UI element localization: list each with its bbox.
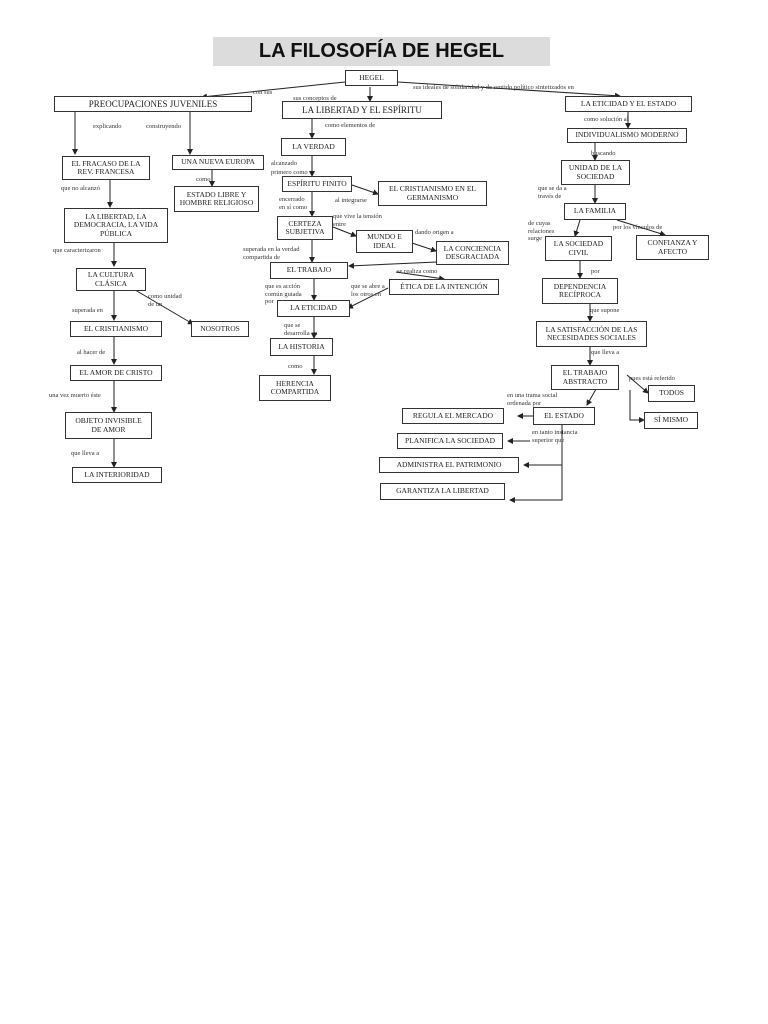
node-estado-libre: ESTADO LIBRE Y HOMBRE RELIGIOSO <box>174 186 259 212</box>
link-label: al hacer de <box>77 349 106 356</box>
link-label: que se da a través de <box>538 185 567 200</box>
link-label: que vive la tensión entre <box>333 213 382 228</box>
link-label: buscando <box>591 150 616 157</box>
node-todos: TODOS <box>648 385 695 402</box>
link-label: con sus <box>253 89 273 96</box>
node-individualismo-moderno: INDIVIDUALISMO MODERNO <box>567 128 687 143</box>
node-libertad-espiritu: LA LIBERTAD Y EL ESPÍRITU <box>282 101 442 119</box>
node-fracaso-rev-francesa: EL FRACASO DE LA REV. FRANCESA <box>62 156 150 180</box>
link-label: pues está referido <box>629 375 675 382</box>
link-label: primero como <box>271 169 308 176</box>
node-certeza-subjetiva: CERTEZA SUBJETIVA <box>277 216 333 240</box>
node-conciencia-desgraciada: LA CONCIENCIA DESGRACIADA <box>436 241 509 265</box>
node-regula-mercado: REGULA EL MERCADO <box>402 408 504 424</box>
link-label: una vez muerto éste <box>49 392 101 399</box>
link-label: construyendo <box>146 123 182 130</box>
link-label: como elementos de <box>325 122 376 129</box>
link-label: que supone <box>590 307 620 314</box>
node-la-interioridad: LA INTERIORIDAD <box>72 467 162 483</box>
link-label: en tanto instancia superior que <box>532 429 578 444</box>
link-label: dando origen a <box>415 229 454 236</box>
node-planifica-sociedad: PLANIFICA LA SOCIEDAD <box>397 433 503 449</box>
link-label: que se abre a los otros en <box>351 283 385 298</box>
link-label: en una trama social ordenada por <box>507 392 558 407</box>
node-dependencia-reciproca: DEPENDENCIA RECÍPROCA <box>542 278 618 304</box>
node-amor-cristo: EL AMOR DE CRISTO <box>70 365 162 381</box>
link-label: encerrado en sí como <box>279 196 308 211</box>
link-label: superada en la verdad compartida de <box>243 246 300 261</box>
node-nueva-europa: UNA NUEVA EUROPA <box>172 155 264 170</box>
link-label: se realiza como <box>397 268 438 275</box>
node-satisfaccion-necesidades: LA SATISFACCIÓN DE LAS NECESIDADES SOCIALES <box>536 321 647 347</box>
link-label: como <box>196 176 211 183</box>
node-garantiza-libertad: GARANTIZA LA LIBERTAD <box>380 483 505 500</box>
node-trabajo-abstracto: EL TRABAJO ABSTRACTO <box>551 365 619 390</box>
node-el-estado: EL ESTADO <box>533 407 595 425</box>
node-espiritu-finito: ESPÍRITU FINITO <box>282 176 352 192</box>
link-label: que es acción común guiada por <box>265 283 302 305</box>
link-label: de cuyas relaciones surge <box>528 220 555 242</box>
link-label: que lleva a <box>71 450 100 457</box>
link-label: por los vínculos de <box>613 224 663 231</box>
link-label: por <box>591 268 600 275</box>
node-la-familia: LA FAMILIA <box>564 203 626 220</box>
node-cristianismo-germanismo: EL CRISTIANISMO EN EL GERMANISMO <box>378 181 487 206</box>
node-confianza-afecto: CONFIANZA Y AFECTO <box>636 235 709 260</box>
node-mundo-ideal: MUNDO E IDEAL <box>356 230 413 253</box>
node-la-verdad: LA VERDAD <box>281 138 346 156</box>
node-la-historia: LA HISTORIA <box>270 338 333 356</box>
node-si-mismo: SÍ MISMO <box>644 412 698 429</box>
link-label: alcanzado <box>271 160 297 167</box>
link-label: que no alcanzó <box>61 185 100 192</box>
link-label: como <box>288 363 303 370</box>
node-el-trabajo: EL TRABAJO <box>270 262 348 279</box>
node-sociedad-civil: LA SOCIEDAD CIVIL <box>545 236 612 261</box>
node-objeto-invisible: OBJETO INVISIBLE DE AMOR <box>65 412 152 439</box>
link-label: que caracterizaron <box>53 247 101 254</box>
page-title: LA FILOSOFÍA DE HEGEL <box>213 37 550 66</box>
node-la-eticidad: LA ETICIDAD <box>277 300 350 317</box>
node-etica-intencion: ÉTICA DE LA INTENCIÓN <box>389 279 499 295</box>
node-nosotros: NOSOTROS <box>191 321 249 337</box>
node-cultura-clasica: LA CULTURA CLÁSICA <box>76 268 146 291</box>
link-label: sus ideales de solidaridad y de sentido político sintetizados en <box>413 84 574 91</box>
link-label: sus conceptos de <box>293 95 337 102</box>
link-label: superada en <box>72 307 103 314</box>
node-el-cristianismo: EL CRISTIANISMO <box>70 321 162 337</box>
node-preocupaciones-juveniles: PREOCUPACIONES JUVENILES <box>54 96 252 112</box>
node-unidad-sociedad: UNIDAD DE LA SOCIEDAD <box>561 160 630 185</box>
link-label: que se desarrolla en <box>284 322 318 337</box>
node-administra-patrimonio: ADMINISTRA EL PATRIMONIO <box>379 457 519 473</box>
link-label: al integrarse <box>335 197 367 204</box>
node-eticidad-estado: LA ETICIDAD Y EL ESTADO <box>565 96 692 112</box>
link-label: explicando <box>93 123 122 130</box>
link-label: como unidad de un <box>148 293 182 308</box>
link-label: que lleva a <box>591 349 620 356</box>
link-label: como solución al <box>584 116 629 123</box>
node-herencia-compartida: HERENCIA COMPARTIDA <box>259 375 331 401</box>
node-libertad-democracia: LA LIBERTAD, LA DEMOCRACIA, LA VIDA PÚBLICA <box>64 208 168 243</box>
node-hegel: HEGEL <box>345 70 398 86</box>
